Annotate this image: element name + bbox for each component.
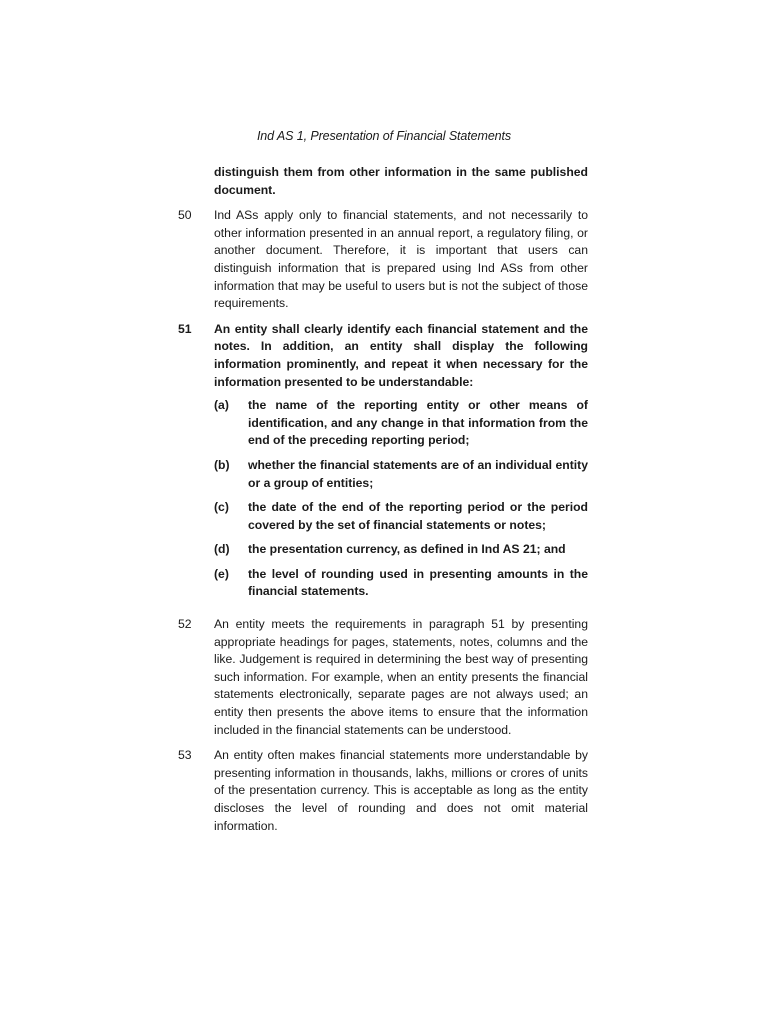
paragraph-text: An entity often makes financial statements more understandable by presenting information in thousands, lakhs, millions or crores of units of the presentation currency. This is acceptable as long as the entity discloses the level of rounding and does not omit material information. [214, 748, 588, 833]
list-item-e [214, 566, 588, 601]
list-item-text: the level of rounding used in presenting amounts in the financial statements. [248, 566, 588, 599]
paragraph-text: An entity shall clearly identify each financial statement and the notes. In addition, an entity shall display the following information prominently, and repeat it when necessary for the information presented to be understandable: [214, 321, 588, 389]
list-item-text: the presentation currency, as defined in Ind AS 21; and [248, 542, 566, 557]
document-body [178, 164, 588, 843]
paragraph-53 [178, 747, 588, 835]
paragraph-51 [178, 321, 588, 608]
continuation-text: distinguish them from other information in the same published document. [214, 165, 588, 197]
list-item-text: the name of the reporting entity or other means of identification, and any change in that information from the end of the preceding reporting period; [248, 398, 588, 448]
paragraph-50 [178, 207, 588, 313]
list-item-c [214, 499, 588, 534]
paragraph-number: 52 [178, 617, 192, 632]
paragraph-text: An entity meets the requirements in paragraph 51 by presenting appropriate headings for pages, statements, notes, columns and the like. Judgement is required in determining the best way of presenting such information. For example, when an entity presents the financial statements electronically, separate pages are not always used; an entity then presents the above items to ensure that the information included in the financial statements can be understood. [214, 617, 588, 737]
paragraph-number: 50 [178, 208, 192, 223]
list-item-label: (e) [214, 566, 229, 581]
list-item-label: (d) [214, 542, 230, 557]
paragraph-52 [178, 616, 588, 739]
list-item-label: (b) [214, 457, 230, 472]
paragraph-number: 51 [178, 321, 192, 336]
paragraph-number: 53 [178, 748, 192, 763]
paragraph-body [214, 321, 588, 608]
list-item-d [214, 541, 588, 559]
list-item-text: the date of the end of the reporting period or the period covered by the set of financial statements or notes; [248, 500, 588, 532]
list-item-label: (a) [214, 398, 229, 413]
list-item-b [214, 457, 588, 492]
paragraph-text: Ind ASs apply only to financial statements, and not necessarily to other information presented in an annual report, a regulatory filing, or another document. Therefore, it is important that users can distinguish information that is prepared using Ind ASs from other information that may be useful to users but is not the subject of those requirements. [214, 208, 588, 311]
list-item-a [214, 397, 588, 450]
list-item-text: whether the financial statements are of an individual entity or a group of entities; [248, 457, 588, 490]
requirement-list [214, 397, 588, 601]
list-item-label: (c) [214, 500, 229, 515]
running-header: Ind AS 1, Presentation of Financial Statements [256, 129, 512, 143]
